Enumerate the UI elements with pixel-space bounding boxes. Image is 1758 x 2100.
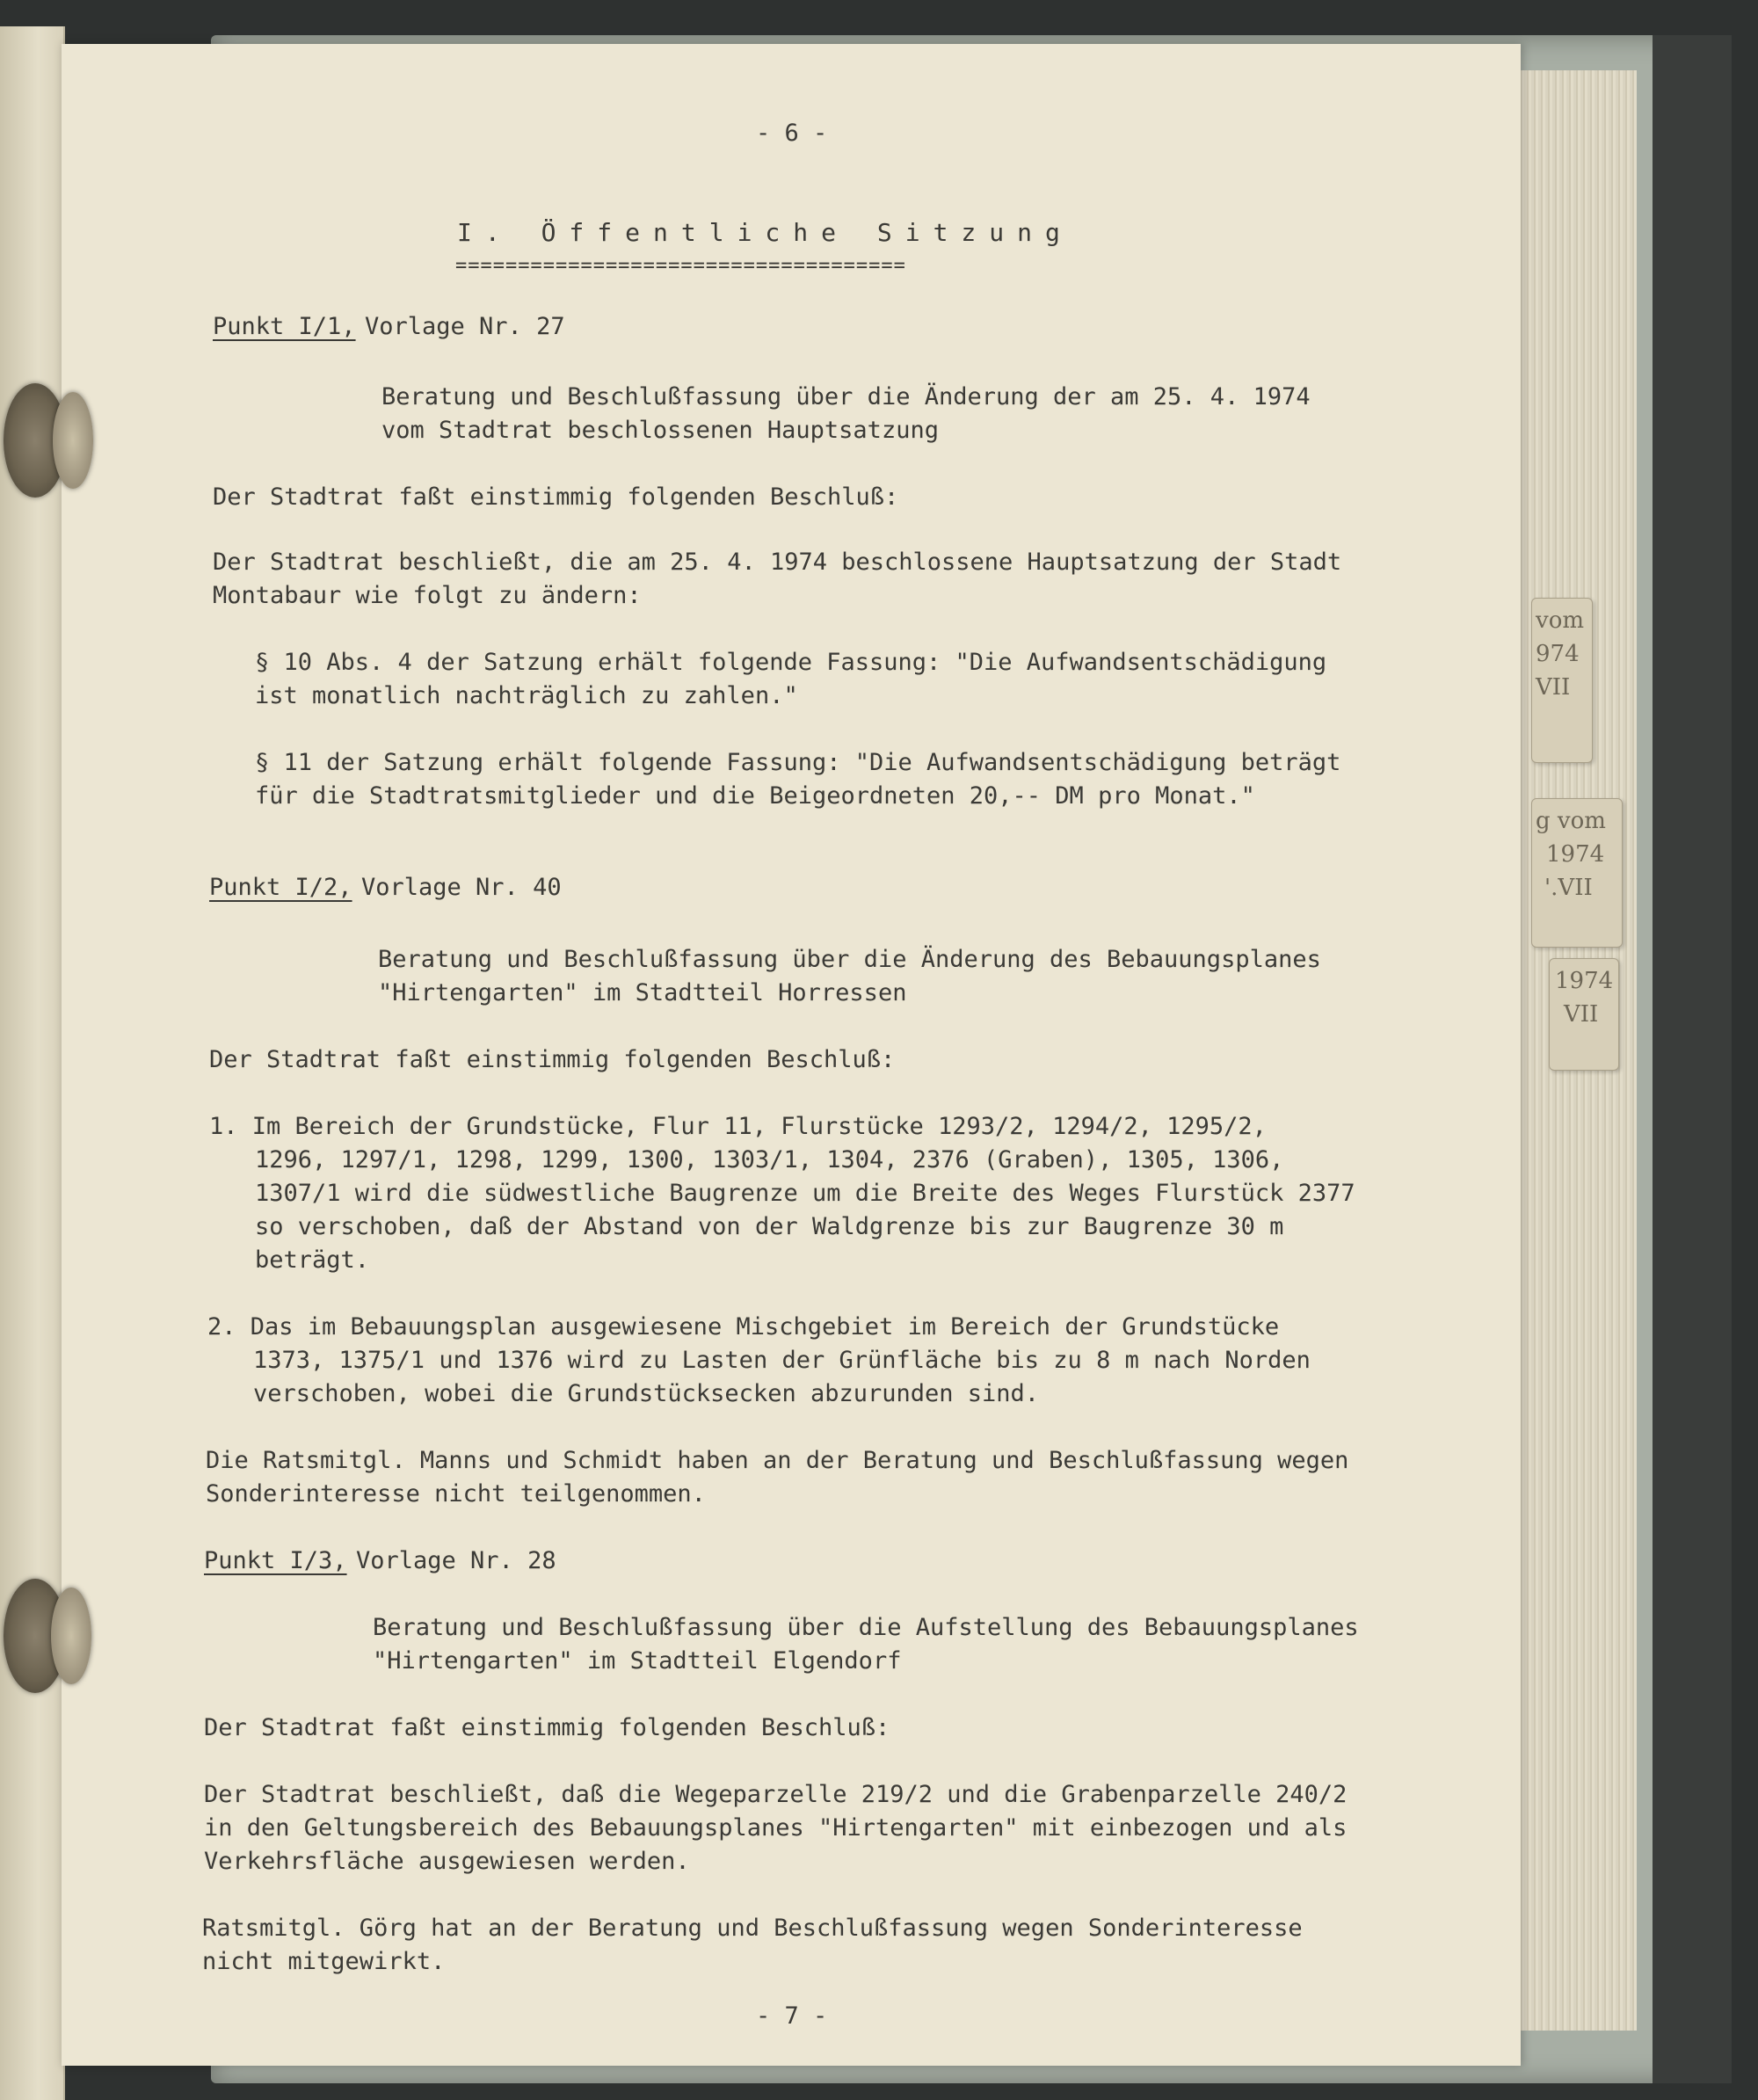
index-tab[interactable] <box>1531 798 1623 948</box>
punkt-2-label: Punkt I/2, <box>209 874 352 901</box>
binder-ring-bottom-inner <box>51 1588 91 1684</box>
tab-text: g vom <box>1536 808 1606 834</box>
punkt-2-item2-line: 2. Das im Bebauungsplan ausgewiesene Mischgebiet im Bereich der Grundstücke <box>207 1313 1280 1341</box>
punkt-2-item2-line: verschoben, wobei die Grundstücksecken abzurunden sind. <box>253 1380 1040 1407</box>
section-heading: I. Öffentliche Sitzung <box>457 218 1073 247</box>
tab-text: 1974 <box>1555 968 1614 994</box>
punkt-2-subject-line: Beratung und Beschlußfassung über die Änderung des Bebauungsplanes <box>378 946 1321 973</box>
left-page-edge <box>0 26 65 2100</box>
punkt-1-s10-line: § 10 Abs. 4 der Satzung erhält folgende Fassung: "Die Aufwandsentschädigung <box>255 649 1327 676</box>
heading-rule: ==================================== <box>455 255 906 277</box>
tab-text: 974 <box>1536 641 1580 667</box>
punkt-1-s10-line: ist monatlich nachträglich zu zahlen." <box>255 682 798 709</box>
punkt-2-item1-line: so verschoben, daß der Abstand von der Waldgrenze bis zur Baugrenze 30 m <box>255 1213 1284 1240</box>
punkt-3-text-line: Der Stadtrat beschließt, daß die Wegeparzelle 219/2 und die Grabenparzelle 240/2 <box>204 1781 1348 1808</box>
punkt-1-label: Punkt I/1, <box>213 313 356 340</box>
punkt-3-subject-line: "Hirtengarten" im Stadtteil Elgendorf <box>373 1647 902 1675</box>
punkt-3-vorlage: Vorlage Nr. 28 <box>356 1547 556 1574</box>
punkt-2-item2-line: 1373, 1375/1 und 1376 wird zu Lasten der Grünfläche bis zu 8 m nach Norden <box>253 1347 1311 1374</box>
punkt-3-note-line: nicht mitgewirkt. <box>202 1948 446 1975</box>
document-page <box>62 44 1521 2066</box>
tab-text: '.VII <box>1544 875 1593 901</box>
punkt-1-decision-intro: Der Stadtrat faßt einstimmig folgenden Beschluß: <box>213 483 899 511</box>
punkt-3-decision-intro: Der Stadtrat faßt einstimmig folgenden Beschluß: <box>204 1714 890 1741</box>
tab-text: VII <box>1536 674 1571 701</box>
punkt-1-s11-line: für die Stadtratsmitglieder und die Beigeordneten 20,-- DM pro Monat." <box>255 782 1255 810</box>
punkt-1-text-line: Montabaur wie folgt zu ändern: <box>213 582 642 609</box>
index-tab[interactable] <box>1531 598 1593 763</box>
punkt-2-item1-line: beträgt. <box>255 1246 370 1274</box>
tab-text: 1974 <box>1546 841 1605 868</box>
binder-spine <box>1653 35 1732 2083</box>
punkt-1-s11-line: § 11 der Satzung erhält folgende Fassung: "Die Aufwandsentschädigung beträgt <box>255 749 1341 776</box>
punkt-2-subject-line: "Hirtengarten" im Stadtteil Horressen <box>378 979 907 1006</box>
punkt-3-label: Punkt I/3, <box>204 1547 347 1574</box>
tab-text: VII <box>1564 1001 1599 1028</box>
index-tab[interactable] <box>1549 958 1619 1071</box>
page-number-bottom: - 7 - <box>756 2002 828 2030</box>
punkt-2-note-line: Die Ratsmitgl. Manns und Schmidt haben an der Beratung und Beschlußfassung wegen <box>206 1447 1349 1474</box>
tab-text: vom <box>1536 607 1584 634</box>
punkt-1-text-line: Der Stadtrat beschließt, die am 25. 4. 1974 beschlossene Hauptsatzung der Stadt <box>213 549 1342 576</box>
punkt-3-note-line: Ratsmitgl. Görg hat an der Beratung und Beschlußfassung wegen Sonderinteresse <box>202 1915 1303 1942</box>
punkt-2-note-line: Sonderinteresse nicht teilgenommen. <box>206 1480 706 1508</box>
punkt-3-text-line: in den Geltungsbereich des Bebauungsplanes "Hirtengarten" mit einbezogen und als <box>204 1814 1348 1842</box>
punkt-2-item1-line: 1. Im Bereich der Grundstücke, Flur 11, Flurstücke 1293/2, 1294/2, 1295/2, <box>209 1113 1267 1140</box>
punkt-2-item1-line: 1307/1 wird die südwestliche Baugrenze um die Breite des Weges Flurstück 2377 <box>255 1180 1355 1207</box>
punkt-2-vorlage: Vorlage Nr. 40 <box>361 874 562 901</box>
punkt-2-item1-line: 1296, 1297/1, 1298, 1299, 1300, 1303/1, 1304, 2376 (Graben), 1305, 1306, <box>255 1146 1284 1174</box>
punkt-1-subject-line: Beratung und Beschlußfassung über die Änderung der am 25. 4. 1974 <box>381 383 1311 411</box>
page-number-top: - 6 - <box>756 120 828 147</box>
punkt-1-subject-line: vom Stadtrat beschlossenen Hauptsatzung <box>381 417 939 444</box>
punkt-1-vorlage: Vorlage Nr. 27 <box>365 313 565 340</box>
binder-ring-top-inner <box>53 392 93 489</box>
punkt-3-subject-line: Beratung und Beschlußfassung über die Aufstellung des Bebauungsplanes <box>373 1614 1359 1641</box>
punkt-2-decision-intro: Der Stadtrat faßt einstimmig folgenden Beschluß: <box>209 1046 896 1073</box>
punkt-3-text-line: Verkehrsfläche ausgewiesen werden. <box>204 1848 690 1875</box>
